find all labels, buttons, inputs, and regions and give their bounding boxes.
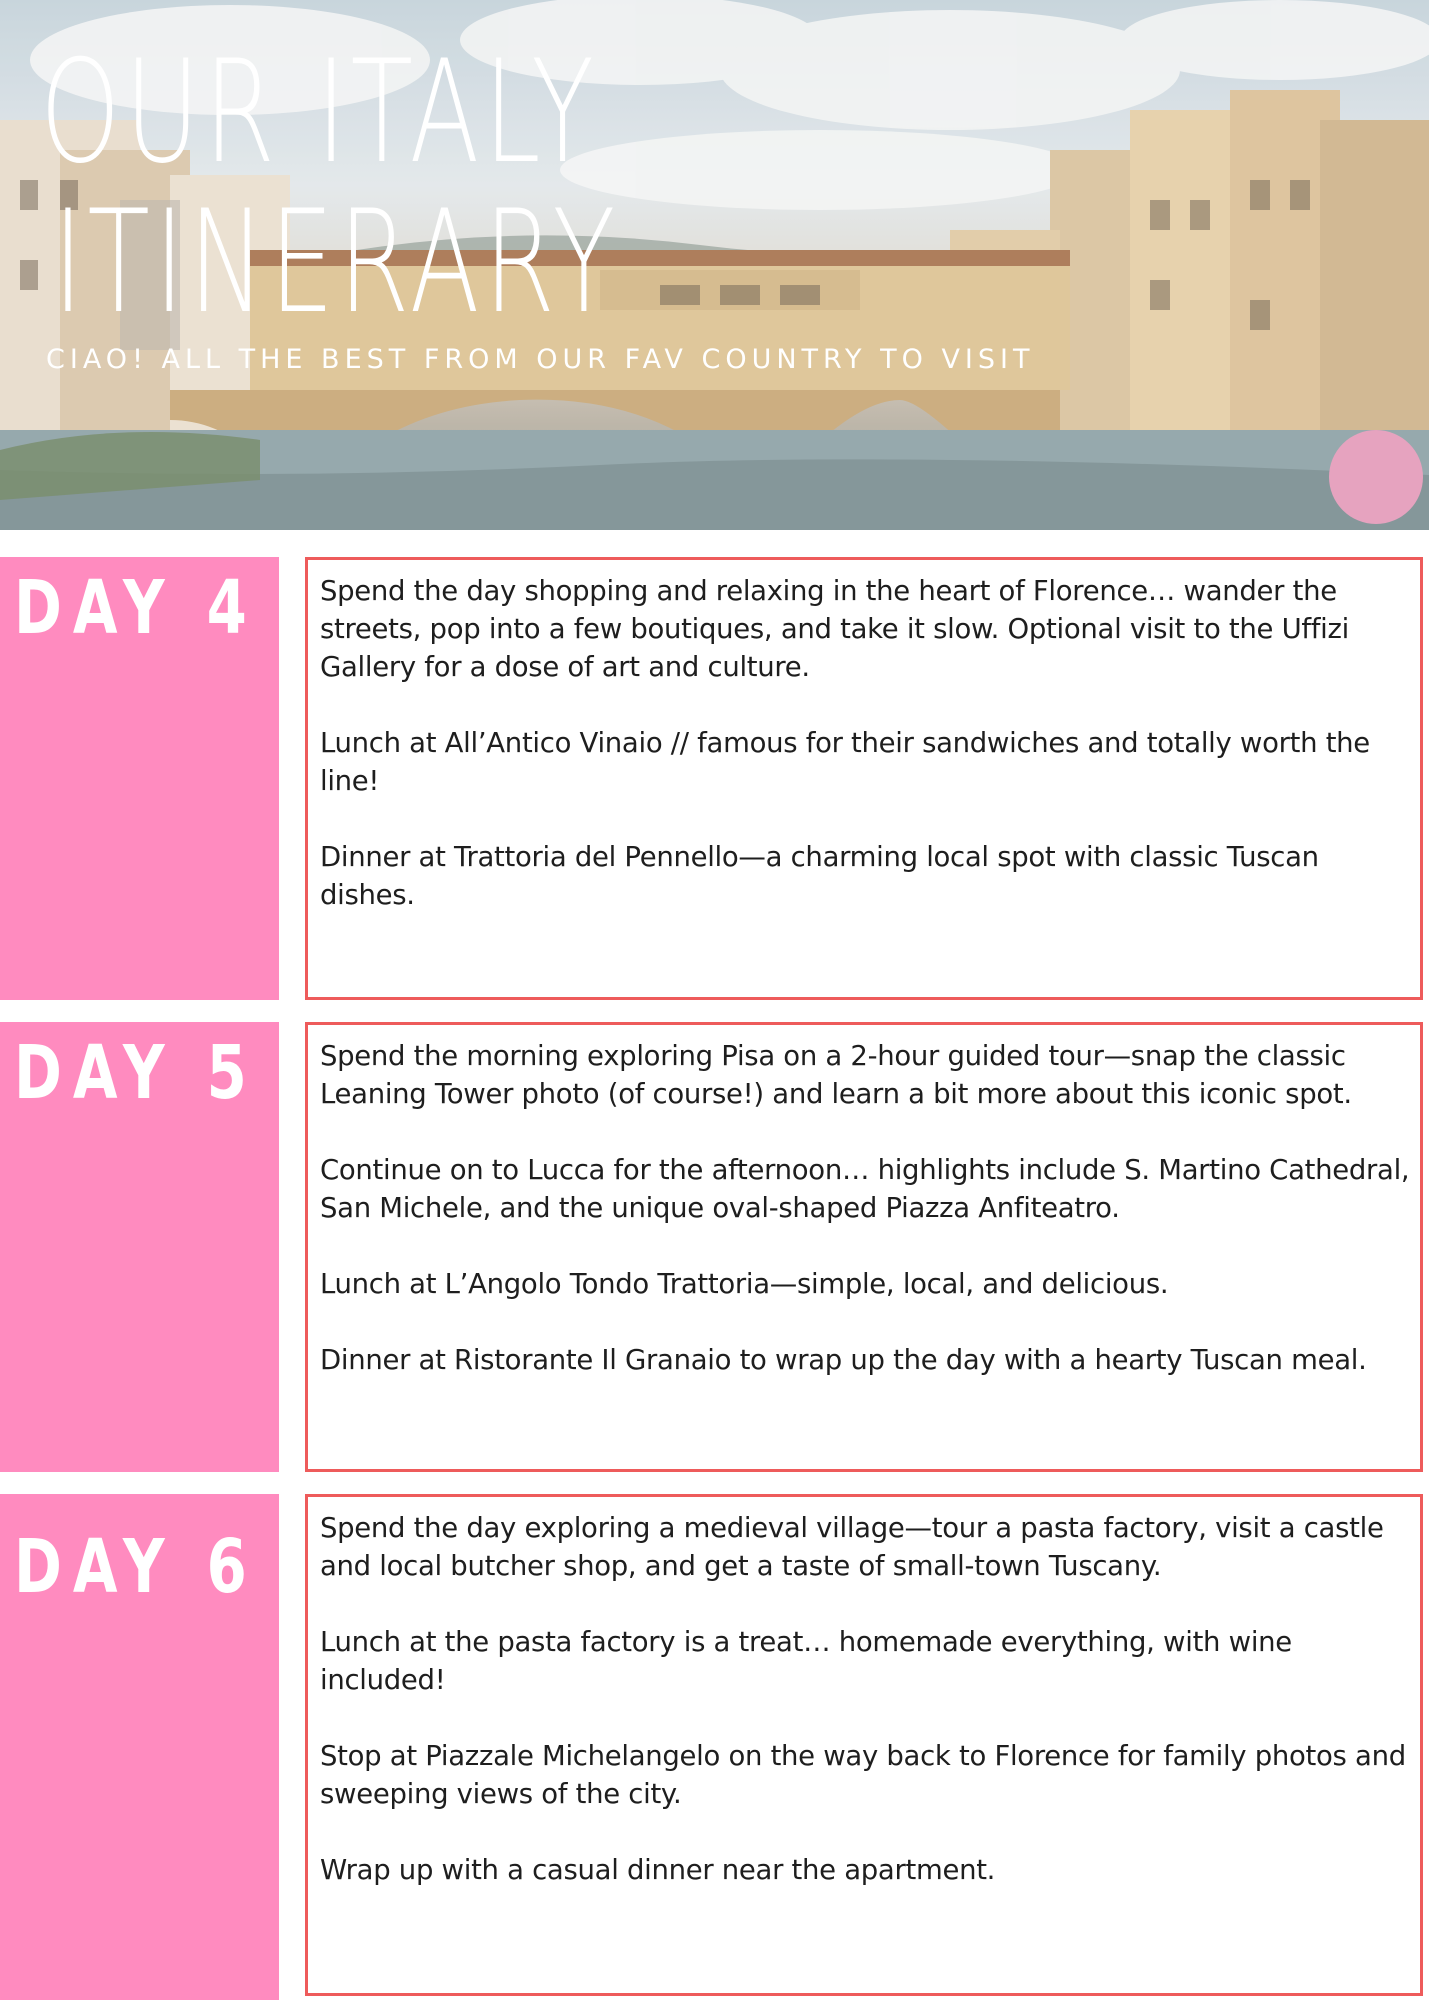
day-section-5 <box>0 1022 1429 1472</box>
day-paragraph: Spend the morning exploring Pisa on a 2-hour guided tour—snap the classic Leaning Tower photo (of course!) and learn a bit more about this iconic spot. <box>320 1040 1352 1110</box>
hero-subtitle: CIAO! ALL THE BEST FROM OUR FAV COUNTRY TO VISIT <box>46 344 1035 375</box>
day-label: DAY 5 <box>14 1030 258 1116</box>
day-paragraph: Stop at Piazzale Michelangelo on the way back to Florence for family photos and sweeping views of the city. <box>320 1740 1406 1810</box>
day-paragraph: Wrap up with a casual dinner near the apartment. <box>320 1854 996 1886</box>
day-label: DAY 4 <box>14 565 258 651</box>
page-title <box>40 30 620 345</box>
brand-logo <box>1329 430 1423 524</box>
day-details-box <box>305 1022 1423 1472</box>
day-details-box <box>305 557 1423 1000</box>
day-paragraph: Spend the day exploring a medieval village—tour a pasta factory, visit a castle and local butcher shop, and get a taste of small-town Tuscany. <box>320 1512 1384 1582</box>
day-label-block <box>0 1494 279 2000</box>
day-paragraph: Lunch at L’Angolo Tondo Trattoria—simple, local, and delicious. <box>320 1268 1169 1300</box>
day-paragraph: Spend the day shopping and relaxing in the heart of Florence… wander the streets, pop into a few boutiques, and take it slow. Optional visit to the Uffizi Gallery for a dose of art and culture. <box>320 575 1349 683</box>
day-section-6 <box>0 1494 1429 2000</box>
day-label: DAY 6 <box>14 1524 258 1610</box>
day-details-box <box>305 1494 1423 1996</box>
day-paragraph: Dinner at Ristorante Il Granaio to wrap up the day with a hearty Tuscan meal. <box>320 1344 1367 1376</box>
day-paragraph: Dinner at Trattoria del Pennello—a charming local spot with classic Tuscan dishes. <box>320 841 1319 911</box>
day-label-block <box>0 557 279 1000</box>
hero-banner <box>0 0 1429 530</box>
day-label-block <box>0 1022 279 1472</box>
title-line-2: ITINERARY <box>52 180 620 345</box>
day-paragraph: Continue on to Lucca for the afternoon… highlights include S. Martino Cathedral, San Michele, and the unique oval-shaped Piazza Anfiteatro. <box>320 1154 1410 1224</box>
day-paragraph: Lunch at the pasta factory is a treat… homemade everything, with wine included! <box>320 1626 1292 1696</box>
title-line-1: OUR ITALY <box>40 30 599 195</box>
day-paragraph: Lunch at All’Antico Vinaio // famous for their sandwiches and totally worth the line! <box>320 727 1370 797</box>
day-section-4 <box>0 557 1429 1000</box>
